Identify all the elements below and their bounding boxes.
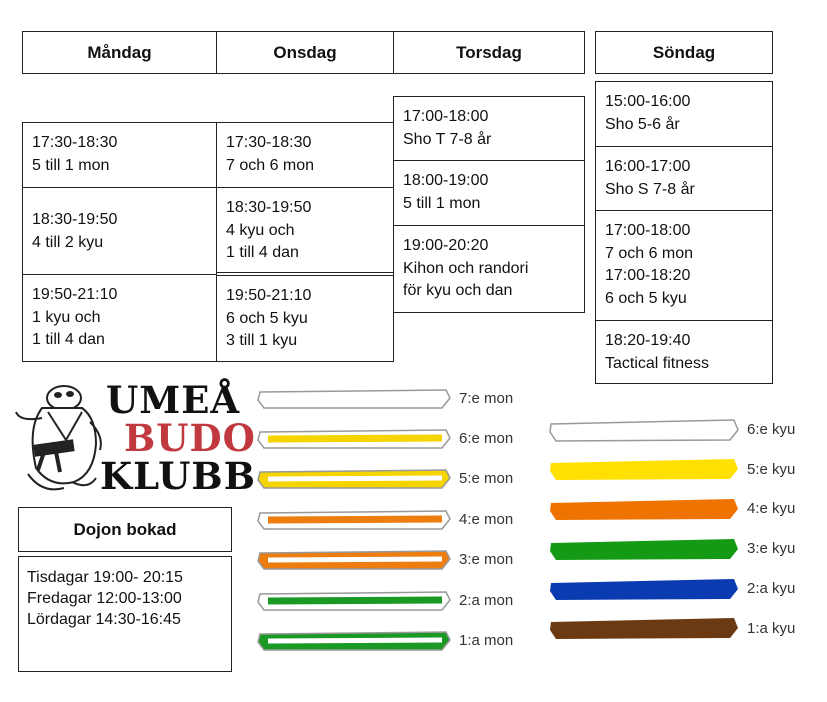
session-time: 17:30-18:30: [32, 134, 118, 151]
dojo-times-box: [18, 556, 232, 672]
session-time: 17:00-18:00: [403, 108, 489, 125]
session-desc: 1 till 4 dan: [32, 331, 105, 348]
header-onsdag: Onsdag: [216, 31, 394, 74]
mon-label-7: 7:e mon: [459, 390, 514, 407]
kyu-belt-1: [548, 614, 740, 642]
session-mandag-3: [22, 274, 217, 362]
kyu-label-1: 1:a kyu: [747, 620, 796, 637]
kyu-belt-2: [548, 575, 740, 603]
session-sondag-2: [595, 146, 773, 211]
kyu-label-6: 6:e kyu: [747, 421, 796, 438]
logo-line-umea: UMEÅ: [106, 378, 241, 422]
session-time: 16:00-17:00: [605, 158, 691, 175]
session-desc: Sho T 7-8 år: [403, 130, 492, 148]
mon-label-3: 3:e mon: [459, 551, 514, 568]
session-desc: Tactical fitness: [605, 354, 710, 372]
dojo-title: Dojon bokad: [73, 519, 177, 539]
session-desc: 5 till 1 mon: [403, 194, 481, 212]
kyu-label-2: 2:a kyu: [747, 580, 796, 597]
mon-belt-6: [256, 426, 452, 452]
mon-belt-4: [256, 507, 452, 533]
session-torsdag-1: [393, 96, 585, 161]
logo-line-budo: BUDO: [124, 416, 256, 460]
session-desc: 6 och 5 kyu: [226, 309, 308, 327]
session-time: 19:50-21:10: [32, 286, 118, 303]
session-desc: 17:00-18:20: [605, 267, 691, 284]
session-mandag-1: [22, 122, 217, 188]
session-time: 15:00-16:00: [605, 93, 691, 110]
kyu-label-3: 3:e kyu: [747, 540, 796, 557]
mon-belt-1: [256, 628, 452, 654]
session-time: 18:00-19:00: [403, 172, 489, 189]
session-desc: 1 kyu och: [32, 308, 101, 326]
session-time: 19:00-20:20: [403, 237, 489, 254]
session-sondag-3: [595, 210, 773, 321]
session-time: 17:00-18:00: [605, 222, 691, 239]
dojo-title-box: [18, 507, 232, 552]
session-desc: 3 till 1 kyu: [226, 332, 298, 349]
session-onsdag-1: [216, 122, 394, 188]
mon-label-6: 6:e mon: [459, 430, 514, 447]
session-time: 18:30-19:50: [226, 199, 312, 216]
session-time: 18:30-19:50: [32, 211, 118, 228]
session-desc: 4 kyu och: [226, 221, 295, 239]
dojo-line-2: Fredagar 12:00-13:00: [27, 590, 182, 607]
mon-belt-5: [256, 466, 452, 492]
kyu-label-5: 5:e kyu: [747, 461, 796, 478]
session-desc: 4 till 2 kyu: [32, 233, 104, 251]
mon-label-5: 5:e mon: [459, 470, 514, 487]
session-desc: 7 och 6 mon: [226, 156, 315, 174]
kyu-belt-6: [548, 416, 740, 444]
session-torsdag-3: [393, 225, 585, 313]
session-time: 17:30-18:30: [226, 134, 312, 151]
session-desc: för kyu och dan: [403, 282, 513, 299]
mon-label-1: 1:a mon: [459, 632, 514, 649]
header-mandag: Måndag: [22, 31, 217, 74]
header-sondag: Söndag: [595, 31, 773, 74]
session-time: 18:20-19:40: [605, 332, 691, 349]
session-desc: 6 och 5 kyu: [605, 289, 687, 307]
session-onsdag-3: [216, 275, 394, 362]
dojo-line-1: Tisdagar 19:00- 20:15: [27, 569, 183, 586]
session-sondag-1: [595, 81, 773, 147]
mon-label-2: 2:a mon: [459, 592, 514, 609]
kyu-belt-3: [548, 535, 740, 563]
session-desc: Sho 5-6 år: [605, 115, 680, 133]
session-sondag-4: [595, 320, 773, 384]
session-mandag-2: [22, 187, 217, 275]
session-desc: 5 till 1 mon: [32, 156, 110, 174]
session-time: 19:50-21:10: [226, 287, 312, 304]
session-desc: Sho S 7-8 år: [605, 180, 695, 198]
session-onsdag-2: [216, 187, 394, 273]
dojo-line-3: Lördagar 14:30-16:45: [27, 611, 181, 628]
session-torsdag-2: [393, 160, 585, 226]
kyu-belt-4: [548, 495, 740, 523]
mon-belt-7: [256, 386, 452, 412]
session-desc: 1 till 4 dan: [226, 244, 299, 261]
logo-line-klubb: KLUBB: [100, 454, 256, 498]
club-logo: [12, 378, 256, 498]
mon-label-4: 4:e mon: [459, 511, 514, 528]
mon-belt-3: [256, 547, 452, 573]
mon-belt-2: [256, 588, 452, 614]
kyu-label-4: 4:e kyu: [747, 500, 796, 517]
judoka-mascot-icon: [12, 378, 107, 496]
header-torsdag: Torsdag: [393, 31, 585, 74]
session-desc: 7 och 6 mon: [605, 244, 694, 262]
session-desc: Kihon och randori: [403, 259, 529, 277]
kyu-belt-5: [548, 455, 740, 483]
